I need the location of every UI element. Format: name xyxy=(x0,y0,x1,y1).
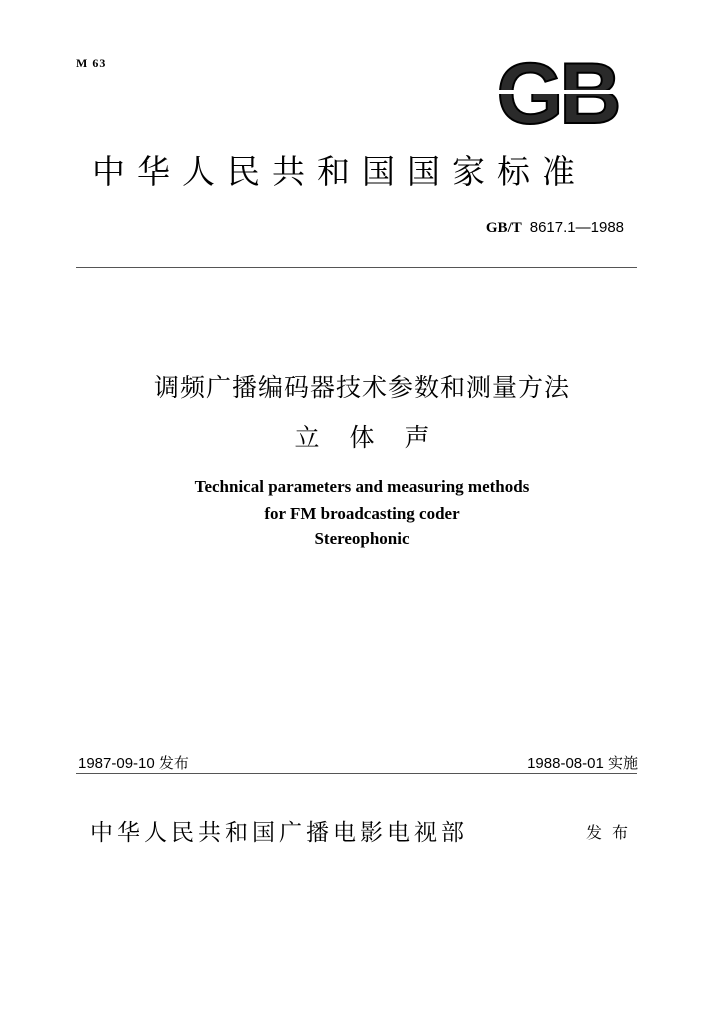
national-standard-title: 中华人民共和国国家标准 xyxy=(92,152,587,191)
en-title-line1: Technical parameters and measuring methods xyxy=(194,477,530,496)
cn-title-line2: 立体声 xyxy=(294,423,460,452)
top-divider xyxy=(76,267,637,268)
bottom-divider xyxy=(76,773,637,774)
en-title-line2: for FM broadcasting coder xyxy=(264,504,460,523)
standard-code: 8617.1—1988 xyxy=(529,219,624,236)
standard-prefix: GB/T xyxy=(485,220,522,236)
issue-date: 1987-09-10 发布 xyxy=(78,755,189,772)
en-title-line3: Stereophonic xyxy=(314,529,410,548)
publisher-name: 中华人民共和国广播电影电视部 xyxy=(90,820,468,846)
publish-label: 发布 xyxy=(586,823,639,842)
classification-code: M 63 xyxy=(76,56,107,70)
implementation-date: 1988-08-01 实施 xyxy=(527,755,638,772)
gb-logo xyxy=(486,54,628,130)
cn-title-line1: 调频广播编码器技术参数和测量方法 xyxy=(153,373,570,402)
standard-number xyxy=(486,218,624,237)
gb-logo-text: GB xyxy=(496,54,618,130)
